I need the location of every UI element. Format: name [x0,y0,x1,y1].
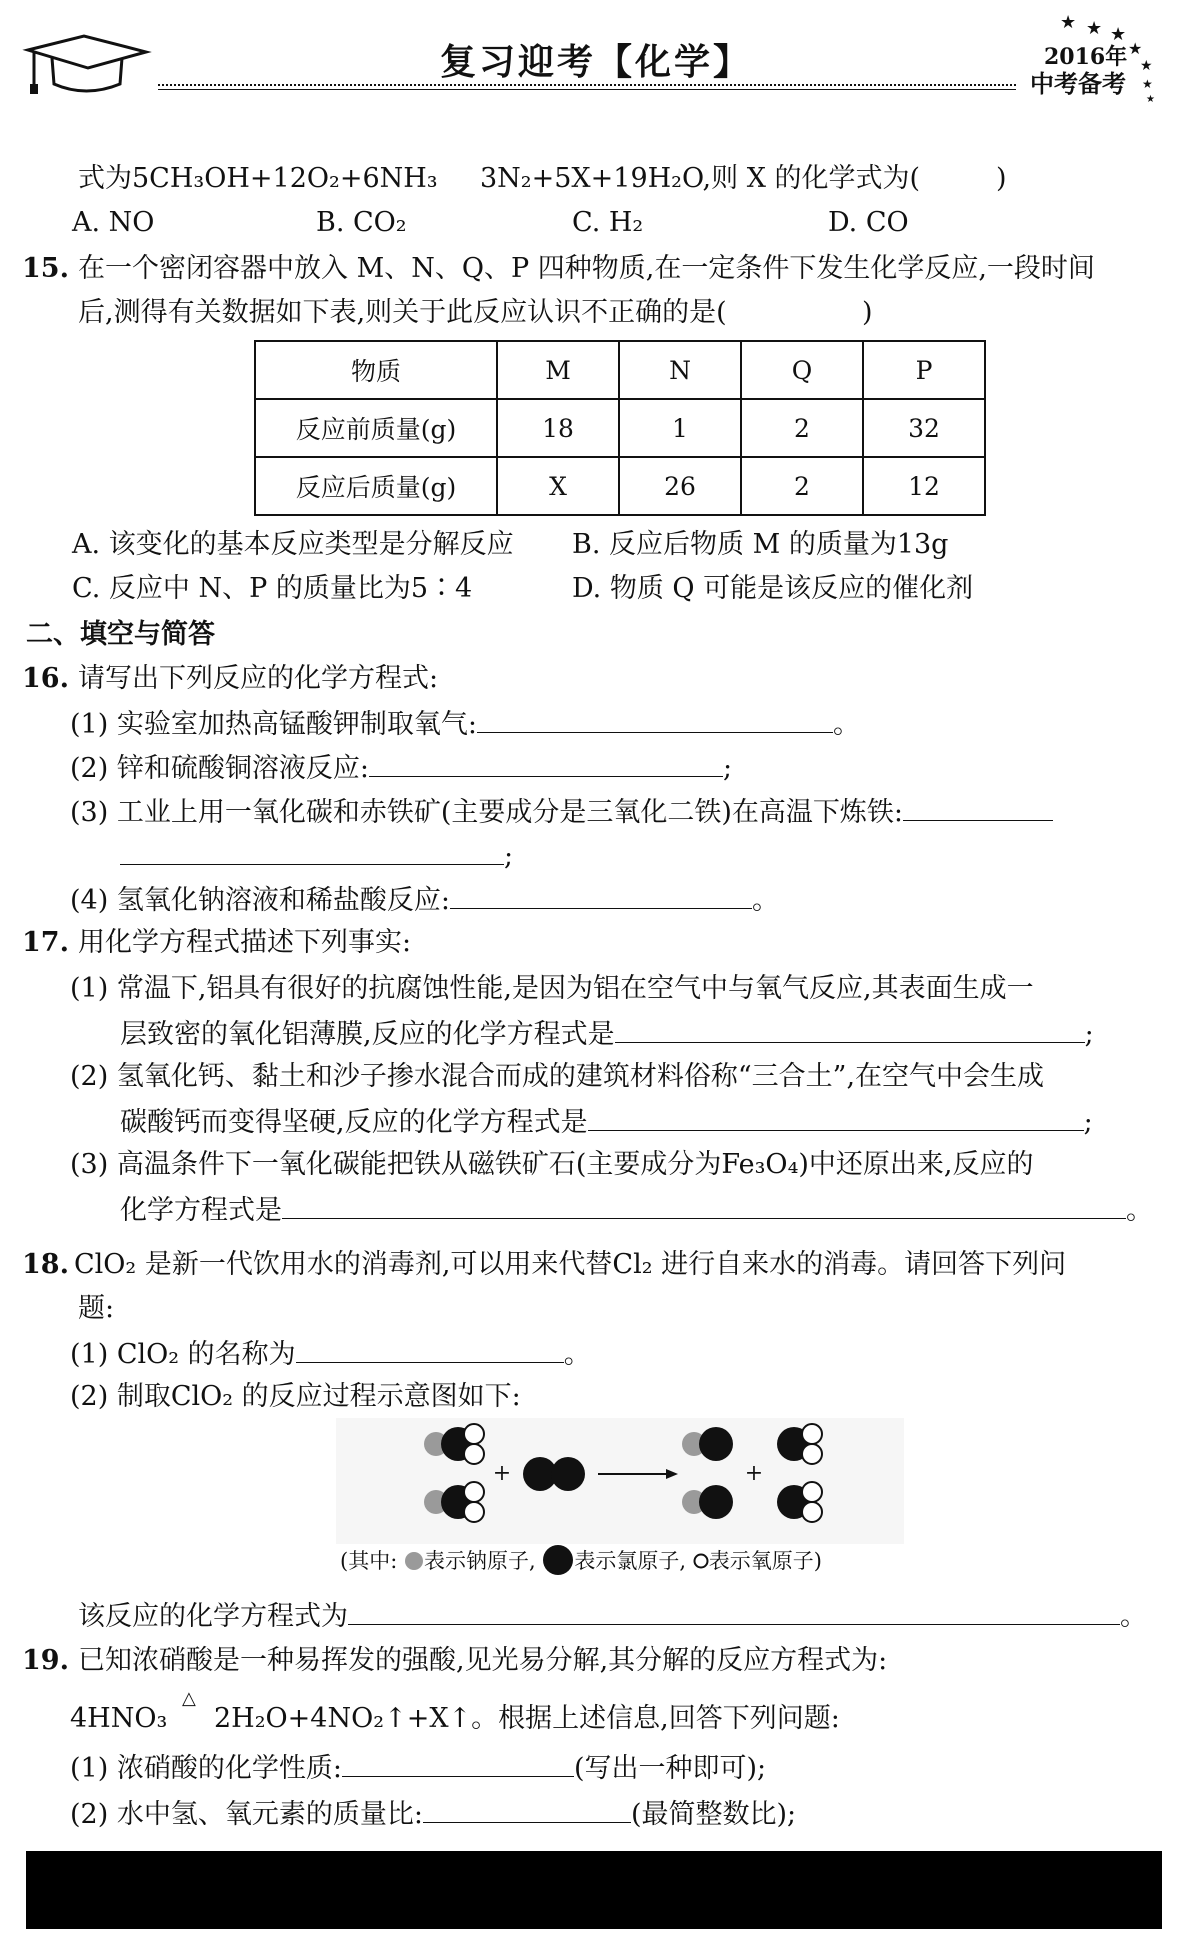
item-end: 。 [832,709,860,740]
item-text: 锌和硫酸铜溶液反应: [116,753,369,784]
svg-text:★: ★ [1110,24,1127,45]
q19-condition: △ [182,1688,196,1709]
graduation-cap-icon [22,28,152,98]
item-end: 。 [751,885,779,916]
q17-item-1 [70,972,1034,1006]
table-header-row [255,341,985,399]
answer-blank[interactable] [296,1336,564,1363]
legend-oxygen: 表示氧原子) [708,1549,822,1573]
q14-close-paren: ) [996,163,1007,194]
q18-line1: ClO₂ 是新一代饮用水的消毒剂,可以用来代替Cl₂ 进行自来水的消毒。请回答下列问 [74,1249,1067,1280]
answer-blank[interactable] [348,1598,1120,1625]
answer-blank[interactable] [369,750,723,777]
q18-item-1 [70,1336,591,1372]
q17-item-3 [70,1148,1034,1182]
q16-item-4 [70,882,779,918]
table-cell: 18 [497,399,619,457]
item-label: (2) [70,1061,109,1092]
table-cell: 26 [619,457,741,515]
sodium-atom-icon [404,1551,424,1571]
answer-blank[interactable] [588,1104,1084,1131]
plus-sign: + [492,1461,512,1486]
q15-number: 15. [22,253,69,284]
badge-year: 2016年 [1044,44,1128,70]
legend-open: (其中: [340,1549,398,1573]
table-cell: X [497,457,619,515]
q17-item-2 [70,1060,1044,1094]
table-row [255,457,985,515]
item-label: (1) [70,1339,109,1370]
answer-blank[interactable] [903,794,1053,821]
q19-equation-left: 4HNO₃ [70,1703,168,1734]
item-text: 碳酸钙而变得坚硬,反应的化学方程式是 [120,1107,588,1138]
q17-item-3-cont [120,1192,1153,1228]
page-title: 复习迎考【化学】 [440,41,753,83]
section-title: 二、填空与简答 [26,619,215,650]
answer-blank[interactable] [615,1016,1085,1043]
item-text: 化学方程式是 [120,1195,282,1226]
q15-close-paren: ) [862,297,873,328]
q14-option-a: A. NO [72,207,155,238]
item-text: 该反应的化学方程式为 [78,1601,348,1632]
item-text: 氢氧化钙、黏土和沙子掺水混合而成的建筑材料俗称“三合土”,在空气中会生成 [116,1061,1045,1092]
item-label: (4) [70,885,109,916]
item-label: (1) [70,973,109,1004]
item-text: 高温条件下一氧化碳能把铁从磁铁矿石(主要成分为Fe₃O₄)中还原出来,反应的 [116,1149,1034,1180]
item-label: (1) [70,1753,109,1784]
svg-text:★: ★ [1142,77,1153,91]
item-end: 。 [1126,1195,1153,1226]
item-end: ; [504,841,514,872]
item-label: (2) [70,1381,109,1412]
q16-item-3 [70,794,1053,830]
svg-text:★: ★ [1146,94,1155,104]
item-end: 。 [563,1339,591,1370]
q18-equation-line [78,1598,1147,1634]
item-text: 氢氧化钠溶液和稀盐酸反应: [116,885,450,916]
item-end: (写出一种即可); [573,1753,767,1784]
item-text: 浓硝酸的化学性质: [116,1753,342,1784]
legend-chlorine: 表示氯原子, [574,1549,687,1573]
answer-blank[interactable] [477,706,833,733]
reaction-diagram [336,1418,904,1544]
redacted-footer-bar [26,1851,1162,1929]
header-rule-solid [158,89,1016,90]
header-rule [158,84,1016,86]
q16-stem: 请写出下列反应的化学方程式: [78,663,439,694]
item-text: 层致密的氧化铝薄膜,反应的化学方程式是 [120,1019,615,1050]
item-label: (1) [70,709,109,740]
answer-blank[interactable] [450,882,752,909]
item-text: 工业上用一氧化碳和赤铁矿(主要成分是三氧化二铁)在高温下炼铁: [116,797,904,828]
diagram-legend [340,1544,822,1578]
q19-stem: 已知浓硝酸是一种易挥发的强酸,见光易分解,其分解的反应方程式为: [78,1645,888,1676]
q15-line1: 在一个密闭容器中放入 M、N、Q、P 四种物质,在一定条件下发生化学反应,一段时间 [78,253,1095,284]
table-cell: 2 [741,457,863,515]
answer-blank[interactable] [342,1750,574,1777]
item-end: 。 [1120,1601,1147,1632]
legend-sodium: 表示钠原子, [423,1549,536,1573]
q19-item-2 [70,1796,796,1832]
q17-number: 17. [22,927,69,958]
q14-option-b: B. CO₂ [316,207,407,238]
item-end: ; [1083,1107,1093,1138]
table-header-cell: N [619,341,741,399]
oxygen-atom-icon [693,1553,709,1569]
table-cell: 2 [741,399,863,457]
q18-line2: 题: [78,1293,115,1324]
table-header-cell: 物质 [255,341,497,399]
table-cell: 反应前质量(g) [255,399,497,457]
q15-data-table [254,340,986,516]
table-header-cell: Q [741,341,863,399]
q17-item-1-cont [120,1016,1094,1052]
item-text: 制取ClO₂ 的反应过程示意图如下: [116,1381,521,1412]
svg-text:★: ★ [1128,39,1143,58]
table-header-cell: M [497,341,619,399]
q15-option-d: D. 物质 Q 可能是该反应的催化剂 [572,573,974,604]
item-label: (3) [70,1149,109,1180]
svg-text:★: ★ [1060,12,1077,33]
table-cell: 1 [619,399,741,457]
svg-text:★: ★ [1086,18,1103,39]
q19-number: 19. [22,1645,69,1676]
table-header-cell: P [863,341,985,399]
answer-blank[interactable] [423,1796,631,1823]
q15-option-b: B. 反应后物质 M 的质量为13g [572,529,949,560]
svg-text:★: ★ [1140,58,1153,74]
item-label: (2) [70,753,109,784]
answer-blank[interactable] [282,1192,1126,1219]
q19-equation-right: 2H₂O+4NO₂↑+X↑。根据上述信息,回答下列问题: [214,1703,840,1734]
q17-item-2-cont [120,1104,1093,1140]
table-cell: 反应后质量(g) [255,457,497,515]
q16-item-1 [70,706,860,742]
q14-option-c: C. H₂ [572,207,644,238]
item-text: 水中氢、氧元素的质量比: [116,1799,423,1830]
item-end: ; [722,753,733,784]
q19-item-1 [70,1750,766,1786]
q16-item-2 [70,750,732,786]
item-label: (2) [70,1799,109,1830]
badge-text: 中考备考 [1030,69,1126,98]
q15-option-a: A. 该变化的基本反应类型是分解反应 [72,529,514,560]
q17-stem: 用化学方程式描述下列事实: [78,927,412,958]
item-text: 实验室加热高锰酸钾制取氧气: [116,709,477,740]
item-text: 常温下,铝具有很好的抗腐蚀性能,是因为铝在空气中与氧气反应,其表面生成一 [116,973,1034,1004]
q14-equation-left: 式为5CH₃OH+12O₂+6NH₃ [78,163,438,194]
item-end: ; [1084,1019,1094,1050]
q14-option-d: D. CO [828,207,909,238]
q15-option-c: C. 反应中 N、P 的质量比为5∶4 [72,573,473,604]
item-label: (3) [70,797,109,828]
q15-line2: 后,测得有关数据如下表,则关于此反应认识不正确的是( [78,297,727,328]
q14-equation-right: 3N₂+5X+19H₂O,则 X 的化学式为( [480,163,921,194]
q16-number: 16. [22,663,69,694]
chlorine-atom-icon [542,1544,574,1576]
table-cell: 32 [863,399,985,457]
table-cell: 12 [863,457,985,515]
plus-sign: + [744,1461,764,1486]
q18-number: 18. [22,1249,69,1280]
table-row [255,399,985,457]
item-text: ClO₂ 的名称为 [116,1339,296,1370]
item-end: (最简整数比); [630,1799,797,1830]
q18-item-2 [70,1380,521,1414]
q16-item-3-cont [120,838,513,874]
answer-blank[interactable] [120,838,504,865]
